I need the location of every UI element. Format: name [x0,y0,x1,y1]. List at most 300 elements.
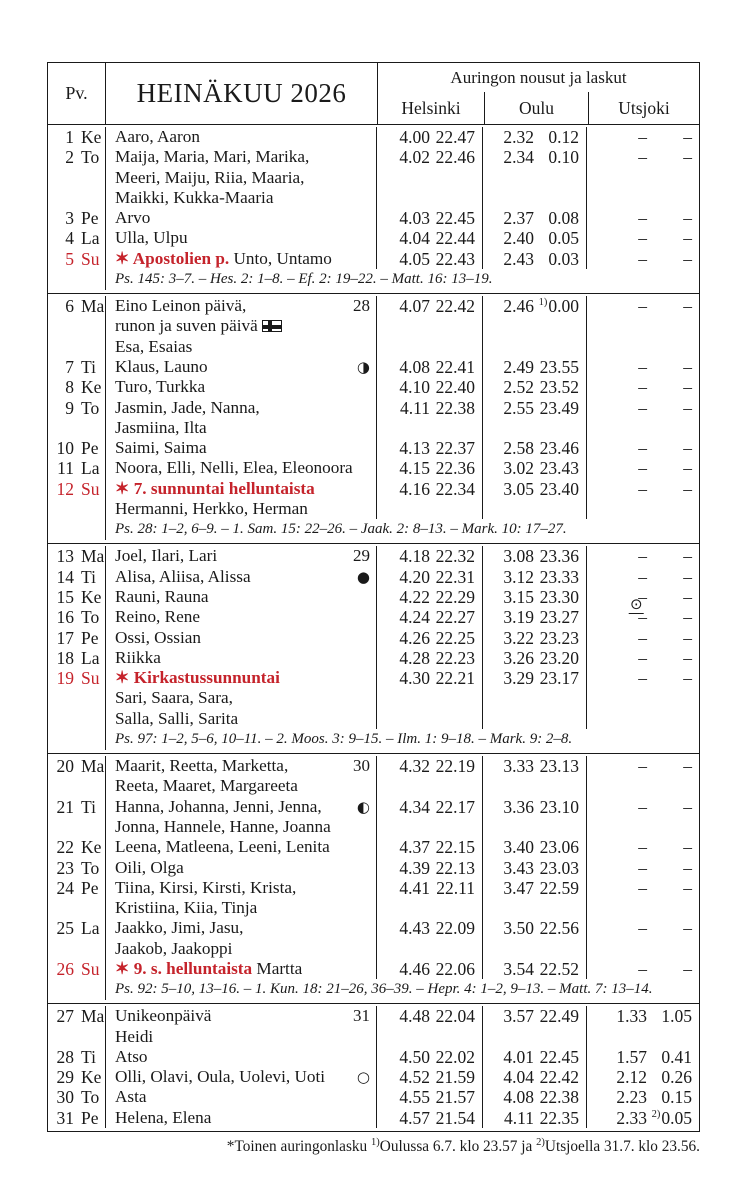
name-line [115,878,370,898]
sunrise-time: – [638,566,647,587]
name-text [115,418,207,438]
names-text: Aaro, Aaron [115,127,200,146]
name-line [115,567,370,587]
sunset-time: 23.49 [539,397,579,418]
sunrise-time: – [638,397,647,418]
oulu-times [483,1087,587,1107]
sunset-time: 0.15 [661,1087,692,1108]
day-number: 26 [56,958,74,979]
day-number: 3 [65,208,74,229]
sunset-time: 21.59 [435,1067,475,1088]
name-line [115,228,370,248]
day-row [48,1108,699,1128]
helsinki-times [377,296,483,357]
name-line [115,499,370,519]
sunrise-time: 3.43 [503,857,534,878]
sunset-time: 22.37 [435,438,475,459]
helsinki-times [377,878,483,919]
day-row [48,586,699,613]
sunset-time: – [683,147,692,168]
day-label [48,628,106,648]
helsinki-times [377,837,483,857]
sunrise-time: – [638,208,647,229]
weekday-abbrev: Pe [81,877,99,898]
sunrise-time: – [638,627,647,648]
psalm-spacer [48,519,106,540]
weekday-abbrev: Ke [81,586,102,607]
name-text [115,1108,211,1128]
names-text: runon ja suven päivä [115,316,258,336]
sunrise-time: – [638,756,647,777]
sunset-time: 22.06 [435,958,475,979]
sunset-time: 23.40 [539,478,579,499]
weekday-abbrev: To [81,1087,100,1108]
names-text: Noora, Elli, Nelli, Elea, Eleonoora [115,458,353,478]
sunset-time: 0.05 [548,228,579,249]
day-row [48,479,699,520]
names-text: Rauni, Rauna [115,586,209,606]
name-line [115,688,370,708]
sunrise-time: 4.04 [503,1067,534,1088]
helsinki-times [377,438,483,458]
sunrise-time: – [638,857,647,878]
week-block [48,125,699,294]
sunrise-time: 2.40 [503,228,534,249]
sunrise-time: 3.08 [503,546,534,567]
sunset-time: 22.45 [539,1046,579,1067]
name-day-names [106,668,377,729]
helsinki-times [377,1006,483,1047]
day-row [48,1067,699,1087]
sunset-time: 22.25 [435,627,475,648]
name-text [115,127,200,147]
helsinki-times [377,628,483,648]
utsjoki-times [587,377,699,397]
oulu-times [483,587,587,607]
sunset-time: – [683,248,692,269]
week-number: 29 [353,546,370,566]
name-day-names [106,127,377,147]
holiday-name: ✶ Kirkastussunnuntai [115,668,280,688]
name-day-names [106,1108,377,1128]
helsinki-times [377,918,483,959]
oulu-times [483,878,587,919]
names-text: Oili, Olga [115,857,184,877]
sunrise-time: 2.46 [503,296,534,317]
psalm-references: Ps. 145: 3–7. – Hes. 2: 1–8. – Ef. 2: 19–22. – Matt. 16: 13–19. [115,271,493,288]
utsjoki-times [587,296,699,357]
weekday-abbrev: Pe [81,1107,99,1128]
weekday-abbrev: La [81,647,100,668]
name-line [115,168,370,188]
oulu-times [483,438,587,458]
name-day-names [106,377,377,397]
utsjoki-times [587,959,699,979]
day-label [48,249,106,269]
name-line [115,458,370,478]
oulu-times [483,797,587,838]
day-number: 23 [56,857,74,878]
sunset-time: 0.41 [661,1046,692,1067]
sunrise-time: 4.22 [399,586,430,607]
names-text: Ossi, Ossian [115,627,201,647]
sunset-time: 23.06 [539,837,579,858]
names-text: Eino Leinon päivä, [115,296,247,316]
sunset-time: 22.42 [539,1067,579,1088]
sunrise-time: – [638,668,647,689]
helsinki-times [377,648,483,668]
name-text [115,249,332,269]
sunrise-time: 2.12 [616,1067,647,1088]
name-text [115,458,353,478]
oulu-times [483,756,587,797]
holiday-name: ✶ 9. s. helluntaista [115,958,253,978]
name-day-names [106,607,377,627]
name-day-names [106,398,377,439]
names-text: Alisa, Aliisa, Alissa [115,566,251,586]
weekday-abbrev: Pe [81,627,99,648]
sunrise-time: 4.30 [399,668,430,689]
day-row [48,628,699,648]
name-line [115,1087,370,1107]
sunrise-time: 3.36 [503,796,534,817]
name-line [115,127,370,147]
name-line [115,1067,370,1087]
sunrise-time: 4.28 [399,647,430,668]
day-number: 27 [56,1006,74,1027]
name-line [115,898,370,918]
oulu-times [483,858,587,878]
day-row [48,546,699,566]
sunrise-time: 1.57 [616,1046,647,1067]
sunset-time: 0.08 [548,208,579,229]
day-label [48,296,106,357]
sunrise-time: – [638,248,647,269]
names-text: Klaus, Launo [115,356,208,376]
day-row [48,607,699,627]
day-row [48,438,699,458]
helsinki-times [377,797,483,838]
calendar-table [47,62,700,1132]
helsinki-times [377,858,483,878]
helsinki-times [377,208,483,228]
name-text [115,648,161,668]
oulu-times [483,648,587,668]
sunset-time: – [683,857,692,878]
sunrise-time: 4.50 [399,1046,430,1067]
utsjoki-times [587,797,699,838]
name-text [115,1027,153,1047]
name-text [115,756,288,776]
sunset-time: 22.29 [435,586,475,607]
sunrise-time: 4.00 [399,127,430,147]
sunrise-time: 4.03 [399,208,430,229]
weekday-abbrev: Su [81,958,100,979]
day-row [48,1006,699,1047]
name-line [115,438,370,458]
sunrise-time: 4.11 [400,397,430,418]
name-day-names [106,249,377,269]
name-line [115,817,370,837]
name-line [115,296,370,316]
day-label [48,1006,106,1047]
sunrise-time: 3.19 [503,607,534,628]
name-text [115,817,331,837]
day-number: 22 [56,837,74,858]
sunrise-time: 4.18 [399,546,430,567]
sunset-time: 22.41 [435,356,475,377]
names-text: Arvo [115,208,151,228]
finnish-flag-icon [262,320,282,333]
sunset-time: 0.10 [548,147,579,168]
name-line [115,607,370,627]
sunrise-time: 3.12 [503,566,534,587]
helsinki-times [377,377,483,397]
sunset-time: – [683,607,692,628]
utsjoki-times [587,1067,699,1087]
utsjoki-times [587,127,699,147]
sunrise-time: 3.05 [503,478,534,499]
sunset-time: 22.40 [435,377,475,398]
names-text: Maija, Maria, Mari, Marika, [115,147,310,167]
name-line [115,587,370,607]
sunrise-time: 2.55 [503,397,534,418]
name-text [115,479,315,499]
utsjoki-times [587,567,699,587]
name-day-names [106,546,377,566]
name-text [115,607,200,627]
sunrise-time: 4.55 [399,1087,430,1108]
weekday-abbrev: La [81,228,100,249]
oulu-times [483,249,587,269]
name-line [115,147,370,167]
day-column-header: Pv. [48,63,106,124]
day-label [48,147,106,208]
sunset-time: 22.44 [435,228,475,249]
utsjoki-times [587,837,699,857]
name-day-names [106,208,377,228]
utsjoki-times [587,756,699,797]
sunrise-time: 2.37 [503,208,534,229]
sunrise-time: 4.46 [399,958,430,979]
weekday-abbrev: Ti [81,356,96,377]
helsinki-times [377,249,483,269]
helsinki-times [377,668,483,729]
names-text: Heidi [115,1026,154,1046]
utsjoki-times [587,668,699,729]
sunset-time: – [683,228,692,249]
sunset-time: 22.38 [435,397,475,418]
helsinki-times [377,458,483,478]
names-text: Hanna, Johanna, Jenni, Jenna, [115,796,322,816]
name-text [115,858,184,878]
psalm-row [48,519,699,540]
name-text [115,587,209,607]
day-number: 15 [56,586,74,607]
name-line [115,546,370,566]
sunrise-time: 4.34 [399,796,430,817]
day-label [48,607,106,627]
sunrise-time: 3.26 [503,647,534,668]
day-label [48,837,106,857]
day-number: 13 [56,546,74,567]
name-day-names [106,837,377,857]
sunset-time: 23.17 [539,668,579,689]
sunrise-time: – [638,458,647,479]
sunrise-time: 3.57 [503,1006,534,1027]
oulu-times [483,357,587,377]
sunset-time: 22.36 [435,458,475,479]
sunrise-time: – [638,478,647,499]
weekday-abbrev: Su [81,668,100,689]
helsinki-times [377,1087,483,1107]
name-text [115,878,296,898]
weekday-abbrev: Su [81,248,100,269]
day-number: 30 [56,1087,74,1108]
names-text: Reino, Rene [115,607,200,627]
sunrise-time: 3.33 [503,756,534,777]
sunrise-time: 2.49 [503,356,534,377]
sunrise-time: 4.15 [399,458,430,479]
helsinki-times [377,607,483,627]
utsjoki-times [587,1087,699,1107]
sunset-time: – [683,356,692,377]
utsjoki-times [587,918,699,959]
helsinki-times [377,228,483,248]
sunrise-time: 4.08 [503,1087,534,1108]
sunset-time: 22.15 [435,837,475,858]
utsjoki-times [587,458,699,478]
day-number: 17 [56,627,74,648]
weekday-abbrev: Ma [81,756,105,777]
sunset-time: – [683,377,692,398]
sunset-time: 22.49 [539,1006,579,1027]
sunset-time: – [683,546,692,567]
names-text: Hermanni, Herkko, Herman [115,499,308,519]
sunrise-time: 4.57 [399,1107,430,1128]
name-day-names [106,458,377,478]
utsjoki-times [587,249,699,269]
weekday-abbrev: To [81,397,100,418]
name-line [115,756,370,776]
names-text: Martta [252,958,303,978]
day-number: 25 [56,918,74,939]
sunrise-time: 4.26 [399,627,430,648]
week-block [48,754,699,1004]
name-day-names [106,587,377,607]
weekday-abbrev: Su [81,478,100,499]
sunset-time: $^{2)}$0.05 [651,1107,692,1128]
utsjoki-times [587,1108,699,1128]
day-number: 14 [56,566,74,587]
names-text: Unikeonpäivä [115,1006,212,1026]
sunrise-time: 2.23 [616,1087,647,1108]
sunset-time: 22.59 [539,877,579,898]
sunset-time: 21.57 [435,1087,475,1108]
sunset-time: 23.46 [539,438,579,459]
sunrise-time: 4.24 [399,607,430,628]
name-day-names [106,878,377,919]
name-day-names [106,296,377,357]
last-quarter-moon-icon: ◑ [356,357,370,376]
utsjoki-times [587,1006,699,1047]
sunset-time: 22.38 [539,1087,579,1108]
city-header-helsinki: Helsinki [401,97,461,118]
name-text [115,357,208,377]
day-label [48,377,106,397]
name-day-names [106,479,377,520]
sunrise-time: 3.29 [503,668,534,689]
sunset-time: 22.47 [435,127,475,147]
names-text: Jaakob, Jaakoppi [115,938,233,958]
oulu-times [483,228,587,248]
sunrise-time: 4.41 [399,877,430,898]
sunset-time: – [683,877,692,898]
sunrise-time: 4.04 [399,228,430,249]
oulu-times [483,1108,587,1128]
helsinki-times [377,1067,483,1087]
name-text [115,628,201,648]
sunset-time: – [683,756,692,777]
name-line [115,418,370,438]
sunset-time: 22.11 [436,877,475,898]
name-text [115,398,260,418]
day-row [48,228,699,248]
city-header-utsjoki: Utsjoki [588,92,699,124]
utsjoki-times [587,878,699,919]
sunrise-time: – [638,958,647,979]
sunset-time: – [683,566,692,587]
day-row [48,249,699,269]
name-text [115,709,238,729]
weekday-abbrev: Ma [81,546,105,567]
name-line [115,668,370,688]
name-line [115,709,370,729]
sunset-time: 22.02 [435,1046,475,1067]
names-text: Kristiina, Kiia, Tinja [115,898,258,918]
names-text: Jasmin, Jade, Nanna, [115,397,260,417]
day-label [48,458,106,478]
sunset-time: 22.32 [435,546,475,567]
name-text [115,776,298,796]
sunset-time: 22.09 [435,918,475,939]
sunrise-time: – [638,586,647,607]
sunset-time: 0.26 [661,1067,692,1088]
sunrise-time: – [638,647,647,668]
names-text: Turo, Turkka [115,377,206,397]
day-number: 7 [65,356,74,377]
sunset-time: 23.43 [539,458,579,479]
footnote-ref-1: 1) [371,1136,380,1148]
footnote-ref-2: 2) [536,1136,545,1148]
weekday-abbrev: Ke [81,837,102,858]
sunset-time: 23.13 [539,756,579,777]
day-label [48,438,106,458]
sunrise-time: 4.05 [399,248,430,269]
sunset-time: 22.27 [435,607,475,628]
sunrise-time: – [638,877,647,898]
name-day-names [106,1047,377,1067]
name-text [115,837,330,857]
utsjoki-times [587,398,699,439]
sunset-time: 22.43 [435,248,475,269]
weekday-abbrev: Ma [81,1006,105,1027]
helsinki-times [377,479,483,520]
name-text [115,337,192,357]
day-number: 19 [56,668,74,689]
helsinki-times [377,546,483,566]
day-label [48,357,106,377]
